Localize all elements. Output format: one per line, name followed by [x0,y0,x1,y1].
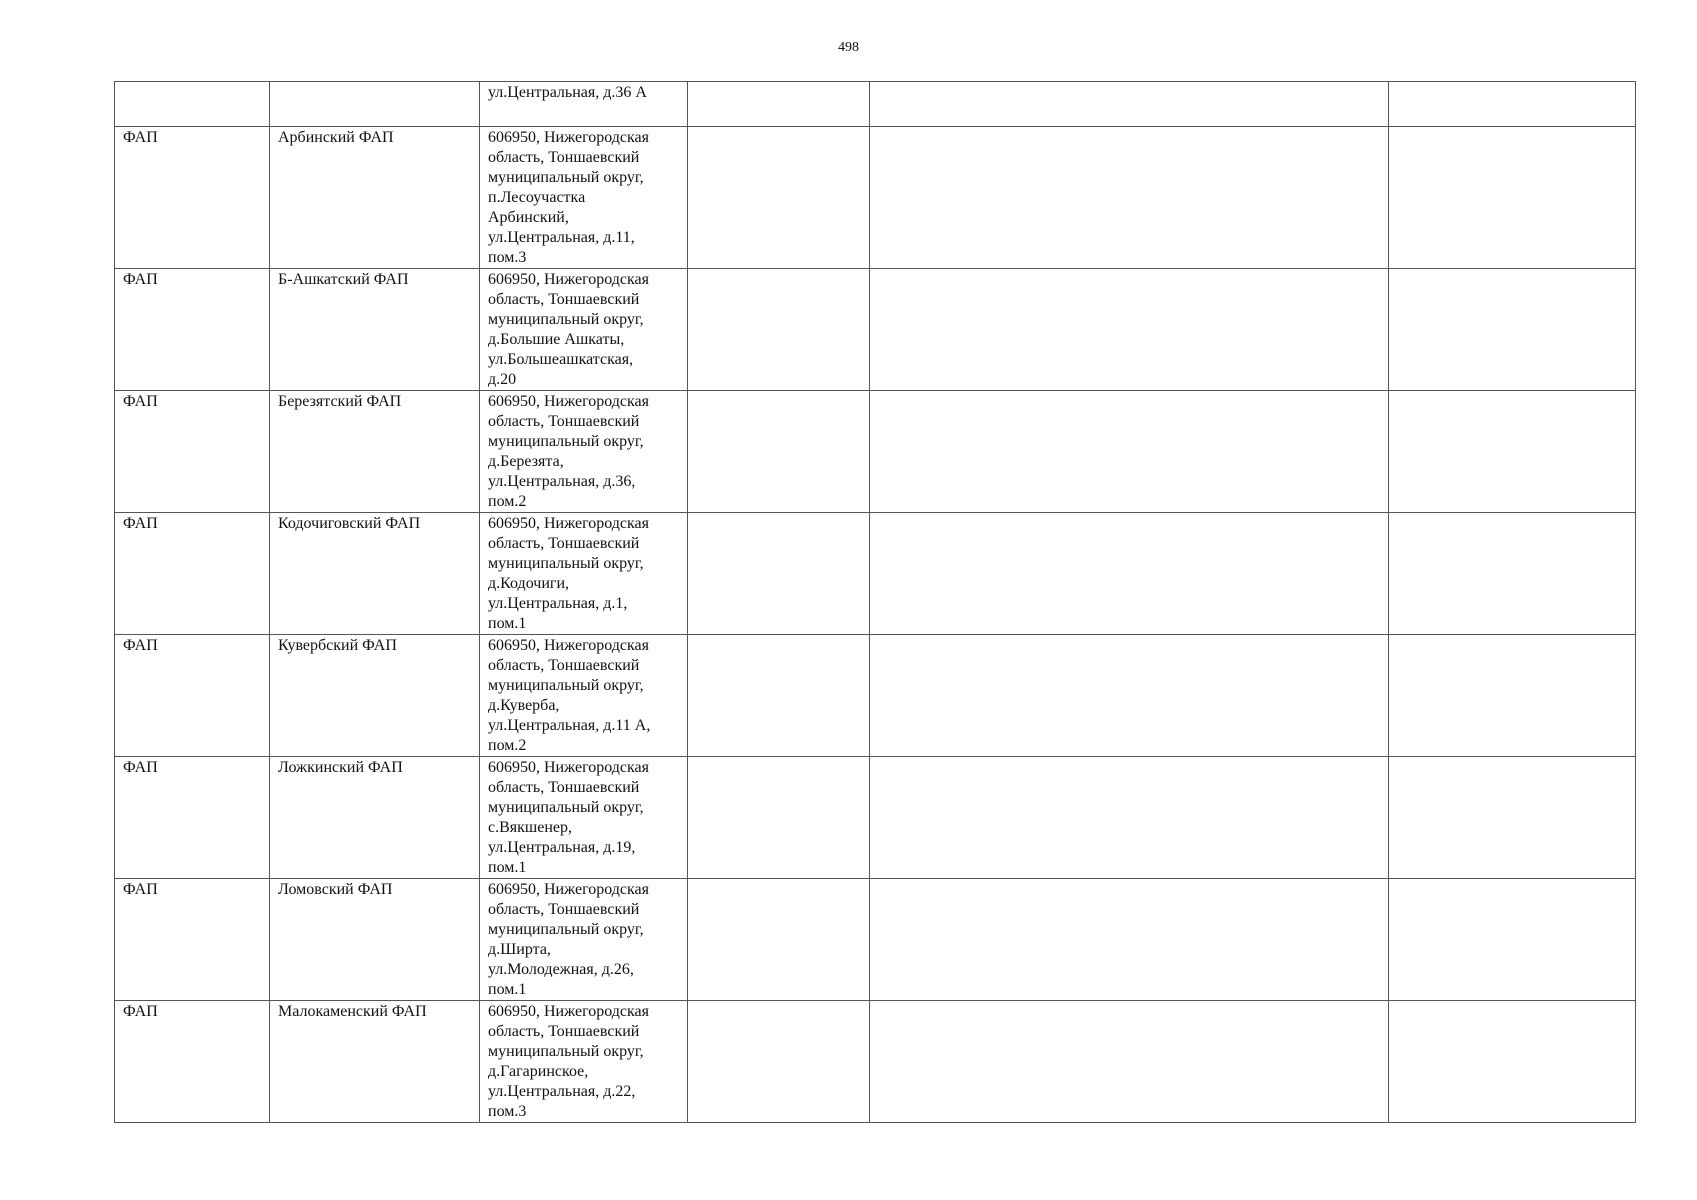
address-line: муниципальный округ, [488,921,644,938]
address-line: область, Тоншаевский [488,1023,640,1040]
address-line: пом.1 [488,981,527,998]
table-row [115,879,1636,1001]
cell-address [480,635,688,757]
cell-name: Арбинский ФАП [270,127,480,269]
address-line: область, Тоншаевский [488,657,640,674]
address-line: д.Кодочиги, [488,575,570,592]
address-line: 606950, Нижегородская [488,637,649,654]
cell-address [480,879,688,1001]
cell-type [115,82,270,127]
cell-name: Кувербский ФАП [270,635,480,757]
cell-type: ФАП [115,513,270,635]
address-line: область, Тоншаевский [488,413,640,430]
table-row [115,391,1636,513]
cell-empty [688,879,870,1001]
cell-empty [688,757,870,879]
address-line: 606950, Нижегородская [488,881,649,898]
cell-name: Б-Ашкатский ФАП [270,269,480,391]
address-line: ул.Центральная, д.22, [488,1083,636,1100]
cell-empty [1389,513,1636,635]
cell-empty [870,82,1389,127]
address-line: д.Гагаринское, [488,1063,589,1080]
cell-empty [688,513,870,635]
cell-name: Малокаменский ФАП [270,1001,480,1123]
cell-empty [1389,757,1636,879]
cell-empty [870,879,1389,1001]
cell-empty [1389,1001,1636,1123]
cell-empty [870,391,1389,513]
address-line: ул.Центральная, д.11 А, [488,717,651,734]
cell-empty [688,269,870,391]
cell-empty [688,127,870,269]
address-line: муниципальный округ, [488,311,644,328]
cell-empty [870,269,1389,391]
cell-empty [1389,635,1636,757]
address-line: д.Большие Ашкаты, [488,331,625,348]
address-line: пом.2 [488,493,527,510]
address-line: 606950, Нижегородская [488,393,649,410]
address-line: ул.Большеашкатская, [488,351,634,368]
address-line: область, Тоншаевский [488,779,640,796]
address-line: муниципальный округ, [488,677,644,694]
cell-address [480,757,688,879]
cell-type: ФАП [115,269,270,391]
cell-address [480,82,688,127]
address-line: ул.Центральная, д.1, [488,595,628,612]
cell-empty [1389,879,1636,1001]
cell-name: Березятский ФАП [270,391,480,513]
address-line: д.Ширта, [488,941,551,958]
cell-empty [870,635,1389,757]
cell-empty [688,391,870,513]
page-number: 498 [838,40,859,55]
cell-empty [1389,82,1636,127]
cell-address [480,391,688,513]
address-line: область, Тоншаевский [488,535,640,552]
address-line: ул.Центральная, д.36 А [488,84,647,101]
cell-name: Ложкинский ФАП [270,757,480,879]
address-line: муниципальный округ, [488,555,644,572]
cell-name [270,82,480,127]
address-line: пом.2 [488,737,527,754]
address-line: 606950, Нижегородская [488,759,649,776]
address-line: область, Тоншаевский [488,901,640,918]
address-line: пом.3 [488,249,527,266]
address-line: 606950, Нижегородская [488,129,649,146]
address-line: муниципальный округ, [488,799,644,816]
cell-address [480,513,688,635]
table-row [115,127,1636,269]
cell-type: ФАП [115,879,270,1001]
cell-name: Кодочиговский ФАП [270,513,480,635]
table-row [115,513,1636,635]
address-line: д.Березята, [488,453,564,470]
cell-type: ФАП [115,391,270,513]
table-row [115,757,1636,879]
address-line: муниципальный округ, [488,433,644,450]
address-line: 606950, Нижегородская [488,515,649,532]
cell-empty [870,1001,1389,1123]
address-line: 606950, Нижегородская [488,271,649,288]
cell-type: ФАП [115,127,270,269]
cell-empty [870,513,1389,635]
cell-empty [870,757,1389,879]
cell-empty [1389,269,1636,391]
address-line: область, Тоншаевский [488,291,640,308]
address-line: ул.Молодежная, д.26, [488,961,634,978]
address-line: 606950, Нижегородская [488,1003,649,1020]
table-row [115,269,1636,391]
table-body [115,82,1636,1123]
cell-empty [1389,127,1636,269]
cell-type: ФАП [115,635,270,757]
address-line: с.Вякшенер, [488,819,572,836]
address-line: пом.3 [488,1103,527,1120]
address-line: д.20 [488,371,517,388]
address-line: пом.1 [488,615,527,632]
table-row [115,1001,1636,1123]
cell-empty [870,127,1389,269]
cell-empty [688,82,870,127]
cell-type: ФАП [115,757,270,879]
address-line: ул.Центральная, д.11, [488,229,635,246]
facilities-table [114,81,1636,1123]
cell-empty [688,635,870,757]
cell-address [480,1001,688,1123]
address-line: муниципальный округ, [488,1043,644,1060]
address-line: муниципальный округ, [488,169,644,186]
cell-name: Ломовский ФАП [270,879,480,1001]
table-row-continuation [115,82,1636,127]
address-line: д.Куверба, [488,697,560,714]
address-line: ул.Центральная, д.19, [488,839,636,856]
cell-address [480,127,688,269]
cell-address [480,269,688,391]
address-line: Арбинский, [488,209,569,226]
address-line: ул.Центральная, д.36, [488,473,636,490]
address-line: п.Лесоучастка [488,189,586,206]
address-line: пом.1 [488,859,527,876]
address-line: область, Тоншаевский [488,149,640,166]
table-row [115,635,1636,757]
cell-type: ФАП [115,1001,270,1123]
cell-empty [688,1001,870,1123]
cell-empty [1389,391,1636,513]
